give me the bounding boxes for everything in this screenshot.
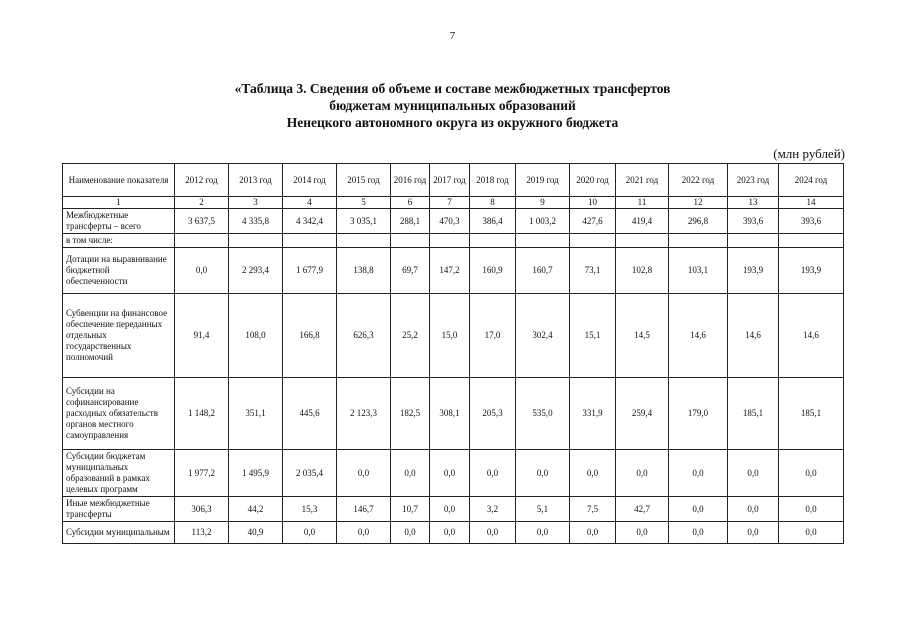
table-cell <box>616 234 669 248</box>
column-number: 5 <box>337 197 391 209</box>
table-cell <box>570 234 616 248</box>
table-cell: 626,3 <box>337 294 391 378</box>
table-cell: 0,0 <box>616 450 669 497</box>
header-cell: 2018 год <box>470 164 516 197</box>
title-line-1: «Таблица 3. Сведения об объеме и составе межбюджетных трансфертов <box>234 81 671 96</box>
table-cell: 0,0 <box>669 497 728 522</box>
row-label: Межбюджетные трансферты – всего <box>63 209 175 234</box>
table-cell: 14,6 <box>669 294 728 378</box>
column-number: 8 <box>470 197 516 209</box>
table-cell: 103,1 <box>669 248 728 294</box>
row-label: в том числе: <box>63 234 175 248</box>
table-cell: 5,1 <box>516 497 570 522</box>
table-cell: 91,4 <box>175 294 229 378</box>
table-cell: 0,0 <box>391 450 430 497</box>
table-cell: 0,0 <box>728 497 779 522</box>
table-cell: 393,6 <box>728 209 779 234</box>
table-title <box>0 80 905 131</box>
table-cell: 0,0 <box>175 248 229 294</box>
table-cell: 4 335,8 <box>229 209 283 234</box>
table-cell: 259,4 <box>616 378 669 450</box>
table-cell: 4 342,4 <box>283 209 337 234</box>
table-cell: 14,6 <box>728 294 779 378</box>
header-cell: 2020 год <box>570 164 616 197</box>
header-cell: 2014 год <box>283 164 337 197</box>
column-number: 11 <box>616 197 669 209</box>
table-cell: 0,0 <box>470 522 516 544</box>
table-header-row <box>63 164 844 197</box>
table-cell: 193,9 <box>728 248 779 294</box>
table-cell: 160,7 <box>516 248 570 294</box>
unit-label: (млн рублей) <box>773 146 845 161</box>
table-cell: 0,0 <box>570 522 616 544</box>
column-number: 6 <box>391 197 430 209</box>
table-cell: 205,3 <box>470 378 516 450</box>
table-cell: 42,7 <box>616 497 669 522</box>
table-cell: 2 035,4 <box>283 450 337 497</box>
table-row <box>63 378 844 450</box>
table-cell: 0,0 <box>616 522 669 544</box>
table-cell: 419,4 <box>616 209 669 234</box>
header-cell: 2022 год <box>669 164 728 197</box>
title-line-3: Ненецкого автономного округа из окружного бюджета <box>286 115 619 130</box>
table-cell: 331,9 <box>570 378 616 450</box>
column-number: 9 <box>516 197 570 209</box>
table-cell: 108,0 <box>229 294 283 378</box>
header-cell: 2015 год <box>337 164 391 197</box>
table-cell: 15,3 <box>283 497 337 522</box>
column-number: 10 <box>570 197 616 209</box>
row-label: Иные межбюджетные трансферты <box>63 497 175 522</box>
table-cell: 44,2 <box>229 497 283 522</box>
page-number: 7 <box>449 30 456 42</box>
column-number: 2 <box>175 197 229 209</box>
table-cell: 393,6 <box>779 209 844 234</box>
header-cell: Наименование показателя <box>63 164 175 197</box>
column-number: 12 <box>669 197 728 209</box>
table-cell: 73,1 <box>570 248 616 294</box>
table-cell: 10,7 <box>391 497 430 522</box>
column-number: 1 <box>63 197 175 209</box>
table-cell: 351,1 <box>229 378 283 450</box>
table-cell: 160,9 <box>470 248 516 294</box>
table-row <box>63 209 844 234</box>
table-cell: 0,0 <box>391 522 430 544</box>
table-cell: 17,0 <box>470 294 516 378</box>
table-cell: 308,1 <box>430 378 470 450</box>
table-cell: 0,0 <box>779 522 844 544</box>
table-cell: 193,9 <box>779 248 844 294</box>
column-number: 4 <box>283 197 337 209</box>
table-cell: 0,0 <box>337 522 391 544</box>
table-cell: 2 123,3 <box>337 378 391 450</box>
table-cell: 0,0 <box>337 450 391 497</box>
table-cell: 15,1 <box>570 294 616 378</box>
transfers-table <box>62 163 844 544</box>
table-cell: 3 035,1 <box>337 209 391 234</box>
table-cell: 147,2 <box>430 248 470 294</box>
table-cell: 306,3 <box>175 497 229 522</box>
table-cell: 3 637,5 <box>175 209 229 234</box>
table-row <box>63 497 844 522</box>
table-cell <box>779 234 844 248</box>
table-cell: 0,0 <box>470 450 516 497</box>
table-cell: 0,0 <box>779 497 844 522</box>
table-cell: 185,1 <box>779 378 844 450</box>
table-cell <box>470 234 516 248</box>
table-cell: 166,8 <box>283 294 337 378</box>
table-cell: 427,6 <box>570 209 616 234</box>
header-cell: 2016 год <box>391 164 430 197</box>
table-cell: 0,0 <box>283 522 337 544</box>
row-label: Дотации на выравнивание бюджетной обеспеченности <box>63 248 175 294</box>
table-cell: 14,6 <box>779 294 844 378</box>
table-cell <box>283 234 337 248</box>
table-cell: 535,0 <box>516 378 570 450</box>
table-cell: 0,0 <box>728 522 779 544</box>
table-cell: 25,2 <box>391 294 430 378</box>
row-label: Субсидии муниципальным <box>63 522 175 544</box>
column-number: 13 <box>728 197 779 209</box>
table-cell: 69,7 <box>391 248 430 294</box>
table-cell: 0,0 <box>570 450 616 497</box>
table-cell <box>728 234 779 248</box>
table-cell: 185,1 <box>728 378 779 450</box>
column-number: 14 <box>779 197 844 209</box>
table-cell: 179,0 <box>669 378 728 450</box>
header-cell: 2021 год <box>616 164 669 197</box>
table-cell: 0,0 <box>669 522 728 544</box>
table-cell: 0,0 <box>430 497 470 522</box>
table-cell: 1 677,9 <box>283 248 337 294</box>
header-cell: 2023 год <box>728 164 779 197</box>
table-cell: 102,8 <box>616 248 669 294</box>
table-row <box>63 248 844 294</box>
table-row <box>63 294 844 378</box>
table-cell: 1 148,2 <box>175 378 229 450</box>
table-cell: 302,4 <box>516 294 570 378</box>
table-cell: 0,0 <box>728 450 779 497</box>
table-cell: 7,5 <box>570 497 616 522</box>
table-cell: 113,2 <box>175 522 229 544</box>
table-cell: 445,6 <box>283 378 337 450</box>
table-cell: 15,0 <box>430 294 470 378</box>
header-cell: 2013 год <box>229 164 283 197</box>
header-cell: 2012 год <box>175 164 229 197</box>
header-cell: 2019 год <box>516 164 570 197</box>
table-cell <box>516 234 570 248</box>
table-cell: 288,1 <box>391 209 430 234</box>
table-cell: 296,8 <box>669 209 728 234</box>
table-cell: 0,0 <box>516 522 570 544</box>
table-cell: 2 293,4 <box>229 248 283 294</box>
column-number-row <box>63 197 844 209</box>
table-cell <box>391 234 430 248</box>
table-cell: 1 977,2 <box>175 450 229 497</box>
row-label: Субсидии на софинансирование расходных обязательств органов местного самоуправления <box>63 378 175 450</box>
table-cell: 138,8 <box>337 248 391 294</box>
table-cell: 3,2 <box>470 497 516 522</box>
column-number: 7 <box>430 197 470 209</box>
table-cell <box>669 234 728 248</box>
table-cell: 0,0 <box>669 450 728 497</box>
row-label: Субсидии бюджетам муниципальных образований в рамках целевых программ <box>63 450 175 497</box>
table-row <box>63 522 844 544</box>
column-number: 3 <box>229 197 283 209</box>
table-cell: 470,3 <box>430 209 470 234</box>
table-cell: 14,5 <box>616 294 669 378</box>
table-row <box>63 450 844 497</box>
table-cell: 40,9 <box>229 522 283 544</box>
title-line-2: бюджетам муниципальных образований <box>329 98 576 113</box>
row-label: Субвенции на финансовое обеспечение переданных отдельных государственных полномочий <box>63 294 175 378</box>
header-cell: 2024 год <box>779 164 844 197</box>
table-cell: 386,4 <box>470 209 516 234</box>
header-cell: 2017 год <box>430 164 470 197</box>
table-cell: 0,0 <box>430 450 470 497</box>
table-cell <box>430 234 470 248</box>
table-cell: 0,0 <box>516 450 570 497</box>
table-cell <box>229 234 283 248</box>
table-cell: 182,5 <box>391 378 430 450</box>
table-cell: 0,0 <box>430 522 470 544</box>
table-cell: 1 003,2 <box>516 209 570 234</box>
table-cell: 1 495,9 <box>229 450 283 497</box>
table-row <box>63 234 844 248</box>
table-cell: 146,7 <box>337 497 391 522</box>
table-cell: 0,0 <box>779 450 844 497</box>
table-cell <box>175 234 229 248</box>
table-cell <box>337 234 391 248</box>
